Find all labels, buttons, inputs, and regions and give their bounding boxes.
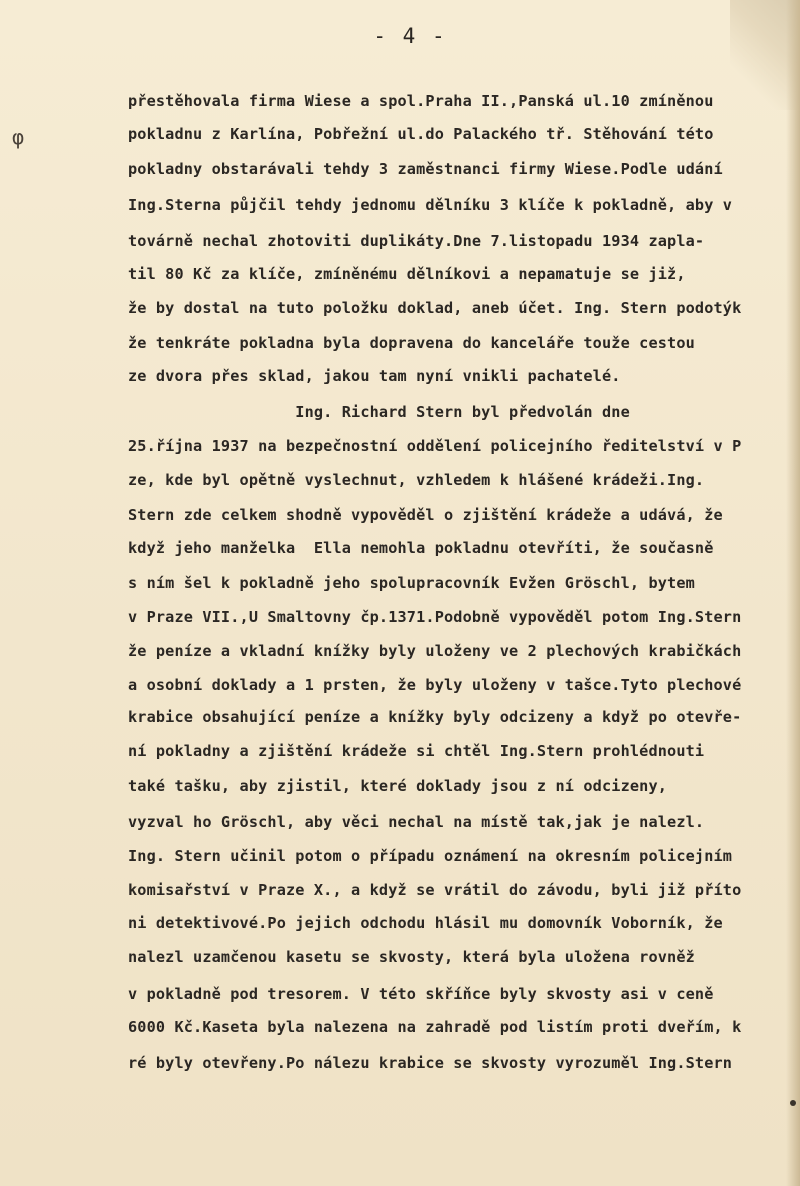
text-line: vyzval ho Gröschl, aby věci nechal na místě tak,jak je nalezl. <box>128 813 705 831</box>
text-line: také tašku, aby zjistil, které doklady jsou z ní odcizeny, <box>128 777 668 795</box>
text-line: pokladny obstarávali tehdy 3 zaměstnanci firmy Wiese.Podle udání <box>128 160 723 178</box>
text-line: ze, kde byl opětně vyslechnut, vzhledem k hlášené krádeži.Ing. <box>128 471 705 489</box>
text-line: a osobní doklady a 1 prsten, že byly uloženy v tašce.Tyto plechové <box>128 676 742 694</box>
text-line: s ním šel k pokladně jeho spolupracovník Evžen Gröschl, bytem <box>128 574 695 592</box>
text-line: že by dostal na tuto položku doklad, aneb účet. Ing. Stern podotýk <box>128 299 742 317</box>
page-right-edge <box>786 0 800 1186</box>
text-line: přestěhovala firma Wiese a spol.Praha II.,Panská ul.10 zmíněnou <box>128 92 714 110</box>
margin-mark: φ <box>12 125 25 149</box>
text-line: že tenkráte pokladna byla dopravena do kanceláře touže cestou <box>128 334 695 352</box>
text-line: ré byly otevřeny.Po nálezu krabice se skvosty vyrozuměl Ing.Stern <box>128 1054 733 1072</box>
text-line: továrně nechal zhotoviti duplikáty.Dne 7.listopadu 1934 zapla- <box>128 232 705 250</box>
text-line: 6000 Kč.Kaseta byla nalezena na zahradě pod listím proti dveřím, k <box>128 1018 742 1036</box>
text-line: ze dvora přes sklad, jakou tam nyní vnikli pachatelé. <box>128 367 621 385</box>
text-line: 25.října 1937 na bezpečnostní oddělení policejního ředitelství v P <box>128 437 742 455</box>
ink-dot <box>790 1100 796 1106</box>
text-line: pokladnu z Karlína, Pobřežní ul.do Palackého tř. Stěhování této <box>128 125 714 143</box>
text-line: že peníze a vkladní knížky byly uloženy ve 2 plechových krabičkách <box>128 642 742 660</box>
text-line: krabice obsahující peníze a knížky byly odcizeny a když po otevře- <box>128 708 742 726</box>
text-line: Ing. Stern učinil potom o případu oznámení na okresním policejním <box>128 847 733 865</box>
text-line: Ing.Sterna půjčil tehdy jednomu dělníku 3 klíče k pokladně, aby v <box>128 196 733 214</box>
text-line: v pokladně pod tresorem. V této skříňce byly skvosty asi v ceně <box>128 985 714 1003</box>
text-line: Stern zde celkem shodně vypověděl o zjištění krádeže a udává, že <box>128 506 723 524</box>
text-line: ní pokladny a zjištění krádeže si chtěl Ing.Stern prohlédnouti <box>128 742 705 760</box>
page-number: - 4 - <box>373 24 447 48</box>
text-line: když jeho manželka Ella nemohla pokladnu otevříti, že současně <box>128 539 714 557</box>
text-line: v Praze VII.,U Smaltovny čp.1371.Podobně vypověděl potom Ing.Stern <box>128 608 742 626</box>
text-line: komisařství v Praze X., a když se vrátil do závodu, byli již příto <box>128 881 742 899</box>
text-line: nalezl uzamčenou kasetu se skvosty, která byla uložena rovněž <box>128 948 695 966</box>
text-line: ni detektivové.Po jejich odchodu hlásil mu domovník Voborník, že <box>128 914 723 932</box>
text-line: til 80 Kč za klíče, zmíněnému dělníkovi a nepamatuje se již, <box>128 265 686 283</box>
text-line: Ing. Richard Stern byl předvolán dne <box>128 403 630 421</box>
